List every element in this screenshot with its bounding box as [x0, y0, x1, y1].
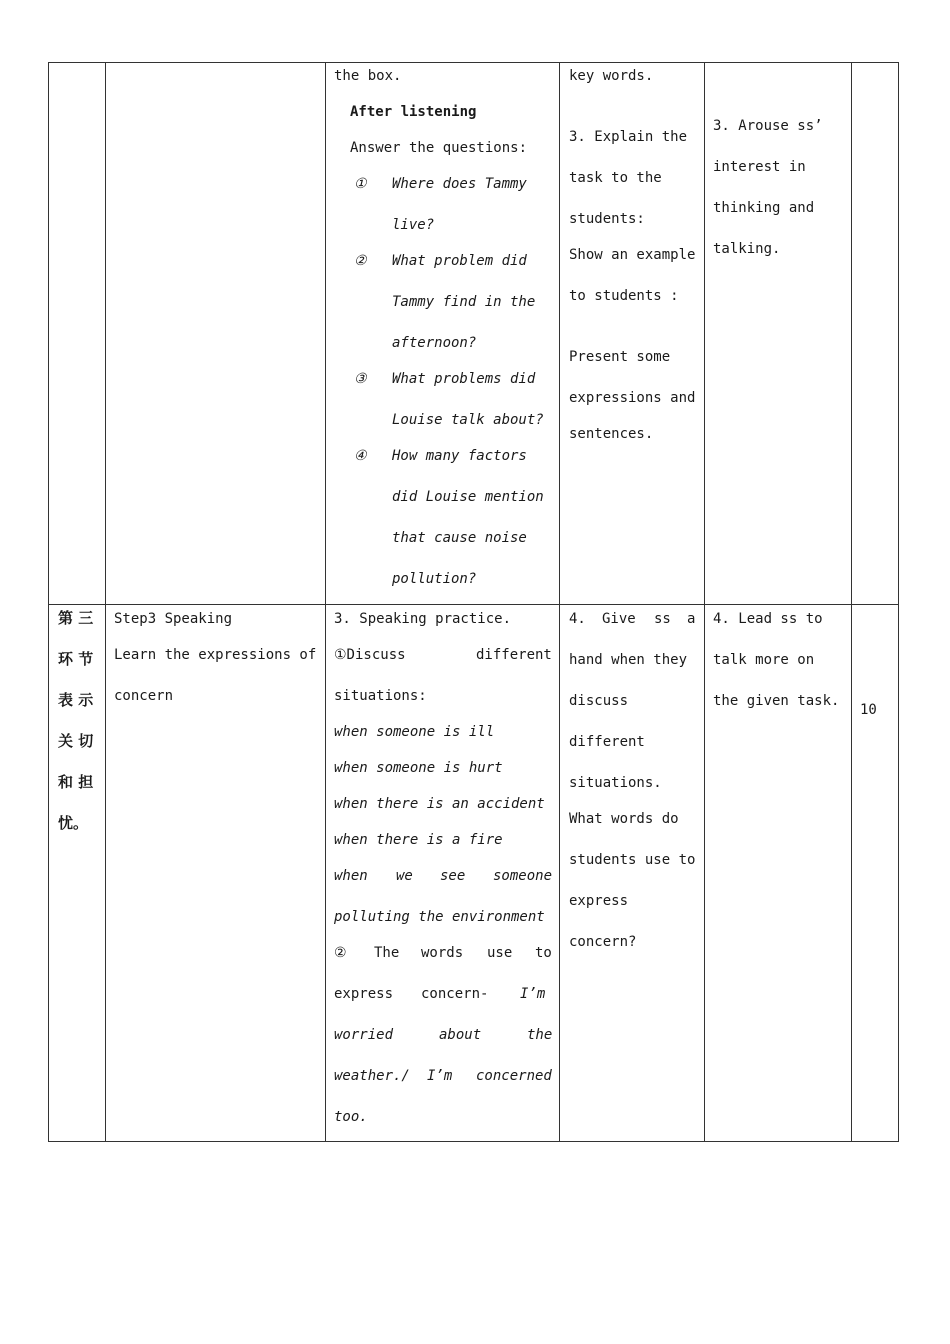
stage-label: 关 切 [58, 732, 94, 750]
activity-number: ② [334, 945, 347, 961]
activity-word: words [421, 945, 464, 961]
activity-text: 3. Speaking practice. [334, 611, 512, 627]
teacher-text: situations. [569, 775, 662, 791]
question-text: did Louise mention [392, 489, 544, 505]
col-line-4 [704, 62, 705, 1142]
question-text: Where does Tammy [392, 176, 527, 192]
teacher-text: sentences. [569, 426, 654, 442]
purpose-text: 3. Arouse ss’ [713, 118, 823, 134]
purpose-text: talk more on [713, 652, 815, 668]
teacher-text: 3. Explain the [569, 129, 688, 145]
teacher-text: expressions and [569, 390, 696, 406]
situation-text: polluting the environment [334, 909, 545, 925]
question-text: Louise talk about? [392, 412, 544, 428]
activity-text: different [476, 647, 552, 663]
lesson-plan-table [48, 62, 899, 1142]
question-text: How many factors [392, 448, 527, 464]
activity-word: concerned [476, 1068, 552, 1084]
activity-text: situations: [334, 688, 427, 704]
teacher-text: Show an example [569, 247, 696, 263]
teacher-text: to students : [569, 288, 679, 304]
question-text: pollution? [392, 571, 477, 587]
teacher-word: a [687, 611, 696, 627]
col-line-0 [48, 62, 49, 1142]
step-text: Learn the expressions of [114, 647, 317, 663]
step-text: concern [114, 688, 174, 704]
teacher-text: concern? [569, 934, 637, 950]
situation-word: when [334, 868, 368, 884]
teacher-text: different [569, 734, 645, 750]
answer-intro: Answer the questions: [350, 140, 528, 156]
teacher-text: key words. [569, 68, 654, 84]
situation-text: when there is an accident [334, 796, 545, 812]
activity-word: I’m [520, 986, 546, 1002]
col-line-3 [559, 62, 560, 1142]
question-text: What problem did [392, 253, 527, 269]
stage-label: 第 三 [58, 609, 94, 627]
question-text: afternoon? [392, 335, 477, 351]
step-title: Step3 Speaking [114, 611, 233, 627]
time-minutes: 10 [860, 702, 877, 718]
purpose-text: thinking and [713, 200, 815, 216]
stage-label: 表 示 [58, 691, 94, 709]
question-text: Tammy find in the [392, 294, 536, 310]
activity-word: weather./ [334, 1068, 410, 1084]
teacher-word: 4. [569, 611, 586, 627]
question-text: What problems did [392, 371, 536, 387]
activity-text: ①Discuss [334, 647, 406, 663]
activity-word: worried [334, 1027, 394, 1043]
purpose-text: talking. [713, 241, 781, 257]
question-number: ① [354, 176, 367, 192]
activity-word: too. [334, 1109, 368, 1125]
purpose-text: the given task. [713, 693, 840, 709]
activity-word: The [374, 945, 400, 961]
col-line-1 [105, 62, 106, 1142]
situation-text: when someone is ill [334, 724, 495, 740]
stage-label: 忧。 [58, 814, 89, 832]
col-line-6 [898, 62, 899, 1142]
purpose-text: 4. Lead ss to [713, 611, 823, 627]
activity-word: use [487, 945, 513, 961]
teacher-word: Give [602, 611, 636, 627]
table-border-bottom [48, 1141, 899, 1142]
question-number: ④ [354, 448, 367, 464]
situation-text: when there is a fire [334, 832, 503, 848]
teacher-text: task to the [569, 170, 662, 186]
table-border-top [48, 62, 899, 63]
situation-word: someone [493, 868, 553, 884]
teacher-text: hand when they [569, 652, 688, 668]
purpose-text: interest in [713, 159, 806, 175]
activity-word: concern- [421, 986, 489, 1002]
question-text: that cause noise [392, 530, 527, 546]
stage-label: 环 节 [58, 650, 94, 668]
teacher-text: What words do [569, 811, 679, 827]
situation-text: when someone is hurt [334, 760, 503, 776]
activity-word: the [527, 1027, 553, 1043]
col-line-2 [325, 62, 326, 1142]
teacher-text: Present some [569, 349, 671, 365]
situation-word: we [396, 868, 413, 884]
after-listening-heading: After listening [350, 104, 477, 120]
question-number: ② [354, 253, 367, 269]
question-number: ③ [354, 371, 367, 387]
activity-word: I’m [427, 1068, 453, 1084]
activity-word: to [535, 945, 552, 961]
activity-word: about [439, 1027, 482, 1043]
col-line-5 [851, 62, 852, 1142]
teacher-text: discuss [569, 693, 629, 709]
teacher-text: students use to [569, 852, 696, 868]
question-text: live? [392, 217, 435, 233]
teacher-text: express [569, 893, 629, 909]
activity-text: the box. [334, 68, 402, 84]
stage-label: 和 担 [58, 773, 94, 791]
row-divider [48, 604, 899, 605]
situation-word: see [440, 868, 466, 884]
teacher-word: ss [654, 611, 671, 627]
teacher-text: students: [569, 211, 645, 227]
activity-word: express [334, 986, 394, 1002]
